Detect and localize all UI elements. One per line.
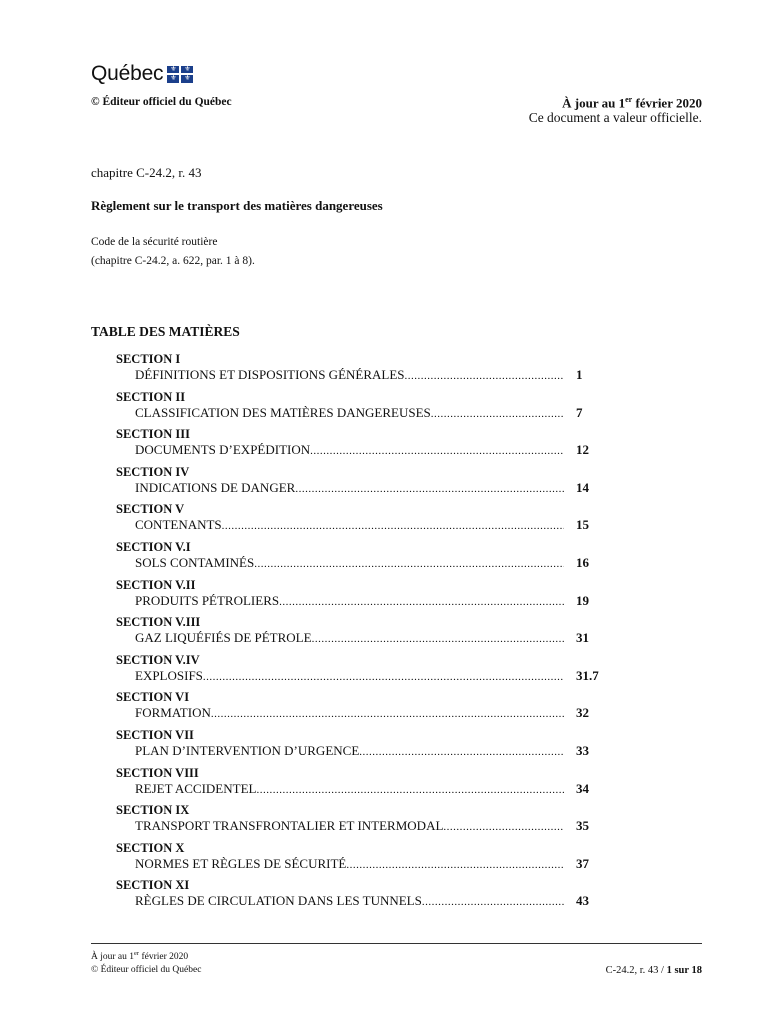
toc-page-number[interactable]: 15 — [576, 517, 589, 533]
toc-section-label: SECTION II — [116, 389, 186, 404]
toc-item[interactable] — [116, 878, 610, 916]
toc-leader-dots — [279, 594, 564, 610]
toc-section-label: SECTION XI — [116, 878, 190, 893]
toc-page-number[interactable]: 34 — [576, 780, 589, 796]
toc-section-title[interactable]: SOLS CONTAMINÉS — [135, 554, 255, 570]
toc-leader-dots — [222, 518, 564, 534]
table-of-contents — [116, 352, 610, 916]
toc-item[interactable] — [116, 427, 610, 465]
footer-page-reference: C-24.2, r. 43 / 1 sur 18 — [605, 965, 702, 976]
toc-section-title[interactable]: REJET ACCIDENTEL — [135, 780, 257, 796]
toc-section-title[interactable]: PLAN D’INTERVENTION D’URGENCE — [135, 742, 360, 758]
toc-section-label: SECTION X — [116, 840, 185, 855]
chapter-reference: chapitre C-24.2, r. 43 — [91, 165, 202, 180]
toc-item[interactable] — [116, 352, 610, 390]
toc-section-title[interactable]: RÈGLES DE CIRCULATION DANS LES TUNNELS — [135, 893, 422, 909]
toc-section-title[interactable]: INDICATIONS DE DANGER — [135, 479, 296, 495]
toc-page-number[interactable]: 33 — [576, 742, 589, 758]
quebec-logo — [91, 62, 193, 86]
toc-leader-dots — [295, 481, 564, 497]
toc-section-label: SECTION VIII — [116, 765, 199, 780]
toc-leader-dots — [431, 406, 564, 422]
toc-section-title[interactable]: TRANSPORT TRANSFRONTALIER ET INTERMODAL — [135, 818, 444, 834]
toc-item[interactable] — [116, 578, 610, 616]
toc-section-label: SECTION IX — [116, 803, 190, 818]
footer-uptodate: À jour au 1er février 2020 — [91, 950, 189, 963]
toc-page-number[interactable]: 7 — [576, 404, 583, 420]
toc-item[interactable] — [116, 841, 610, 879]
toc-leader-dots — [312, 631, 564, 647]
official-status: Ce document a valeur officielle. — [528, 110, 702, 125]
toc-section-label: SECTION V.IV — [116, 652, 200, 667]
toc-item[interactable] — [116, 615, 610, 653]
toc-leader-dots — [346, 857, 564, 873]
toc-page-number[interactable]: 1 — [576, 367, 583, 382]
toc-section-label: SECTION V.III — [116, 615, 201, 630]
toc-section-label: SECTION IV — [116, 464, 190, 479]
toc-leader-dots — [256, 782, 564, 798]
toc-section-label: SECTION V.I — [116, 539, 191, 554]
toc-page-number[interactable]: 16 — [576, 554, 589, 570]
toc-item[interactable] — [116, 653, 610, 691]
footer-divider — [91, 943, 702, 944]
toc-section-label: SECTION VI — [116, 690, 190, 705]
toc-section-label: SECTION V — [116, 502, 185, 517]
toc-section-label: SECTION I — [116, 352, 181, 366]
toc-leader-dots — [405, 368, 564, 384]
logo-text: Québec — [91, 62, 164, 85]
toc-section-title[interactable]: NORMES ET RÈGLES DE SÉCURITÉ — [135, 855, 347, 871]
page-indicator: 1 sur 18 — [666, 965, 702, 976]
toc-page-number[interactable]: 31.7 — [576, 667, 599, 683]
toc-leader-dots — [203, 669, 564, 685]
toc-item[interactable] — [116, 390, 610, 428]
toc-leader-dots — [422, 894, 564, 910]
toc-section-title[interactable]: PRODUITS PÉTROLIERS — [135, 592, 280, 608]
toc-item[interactable] — [116, 690, 610, 728]
toc-page-number[interactable]: 19 — [576, 592, 589, 608]
header-uptodate: À jour au 1er février 2020 — [562, 95, 702, 111]
code-line-1: Code de la sécurité routière — [91, 236, 218, 248]
toc-page-number[interactable]: 43 — [576, 893, 589, 909]
toc-page-number[interactable]: 32 — [576, 705, 589, 721]
toc-section-title[interactable]: DOCUMENTS D’EXPÉDITION — [135, 442, 311, 458]
toc-leader-dots — [443, 819, 564, 835]
toc-page-number[interactable]: 37 — [576, 855, 589, 871]
toc-section-label: SECTION V.II — [116, 577, 196, 592]
toc-page-number[interactable]: 31 — [576, 630, 589, 646]
toc-section-title[interactable]: DÉFINITIONS ET DISPOSITIONS GÉNÉRALES — [135, 367, 405, 382]
toc-section-title[interactable]: EXPLOSIFS — [135, 667, 203, 683]
fleur-de-lis-flag-icon: ⚜ ⚜ ⚜ ⚜ — [167, 66, 193, 83]
toc-section-title[interactable]: CONTENANTS — [135, 517, 222, 533]
toc-item[interactable] — [116, 728, 610, 766]
toc-section-title[interactable]: CLASSIFICATION DES MATIÈRES DANGEREUSES — [135, 404, 431, 420]
regulation-title: Règlement sur le transport des matières dangereuses — [91, 198, 383, 213]
toc-section-title[interactable]: FORMATION — [135, 705, 211, 721]
toc-leader-dots — [310, 443, 564, 459]
toc-item[interactable] — [116, 766, 610, 804]
toc-section-label: SECTION III — [116, 427, 190, 442]
toc-heading: TABLE DES MATIÈRES — [91, 324, 240, 339]
toc-leader-dots — [359, 744, 564, 760]
toc-leader-dots — [211, 706, 564, 722]
header-copyright: © Éditeur officiel du Québec — [91, 96, 232, 108]
toc-section-title[interactable]: GAZ LIQUÉFIÉS DE PÉTROLE — [135, 630, 312, 646]
toc-page-number[interactable]: 12 — [576, 442, 589, 458]
footer-copyright: © Éditeur officiel du Québec — [91, 965, 202, 975]
toc-page-number[interactable]: 35 — [576, 818, 589, 834]
toc-section-label: SECTION VII — [116, 727, 194, 742]
toc-item[interactable] — [116, 803, 610, 841]
toc-page-number[interactable]: 14 — [576, 479, 589, 495]
toc-leader-dots — [254, 556, 564, 572]
toc-item[interactable] — [116, 465, 610, 503]
code-line-2: (chapitre C-24.2, a. 622, par. 1 à 8). — [91, 255, 255, 267]
toc-item[interactable] — [116, 540, 610, 578]
toc-item[interactable] — [116, 502, 610, 540]
